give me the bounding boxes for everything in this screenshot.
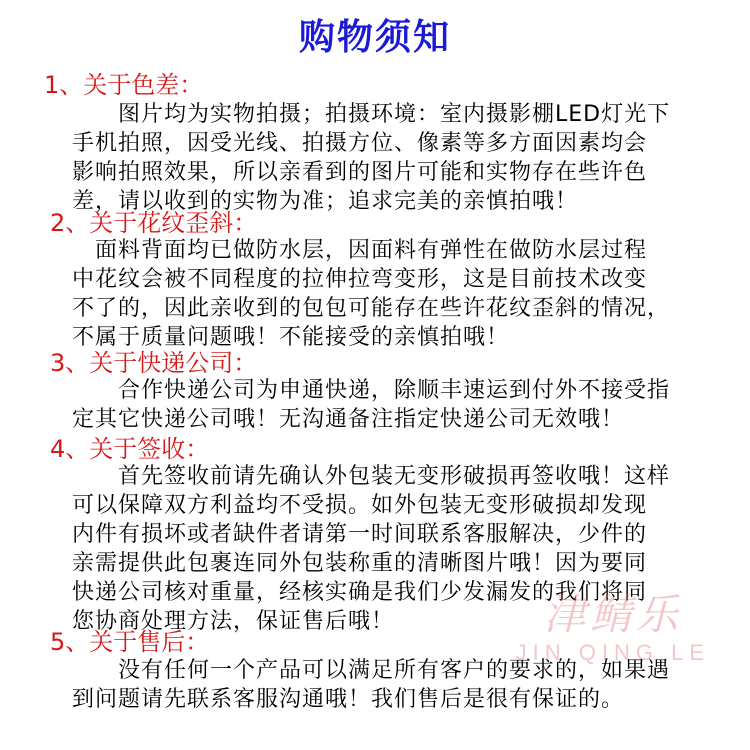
text-line: 图片均为实物拍摄；拍摄环境：室内摄影棚LED灯光下 xyxy=(72,102,671,127)
section-body-pattern-skew xyxy=(72,236,712,352)
page-title: 购物须知 xyxy=(298,17,451,58)
watermark-chinese: 津鲭乐 xyxy=(543,590,682,639)
text-line: 没有任何一个产品可以满足所有客户的要求的，如果遇 xyxy=(72,658,671,683)
section-heading-color-difference: 1、关于色差： xyxy=(44,71,204,99)
section-heading-signing: 4、关于签收： xyxy=(50,435,210,463)
text-line: 中花纹会被不同程度的拉伸拉弯变形，这是目前技术改变 xyxy=(72,267,648,292)
section-body-courier xyxy=(72,376,712,434)
section-heading-pattern-skew: 2、关于花纹歪斜： xyxy=(50,209,258,237)
text-line: 不了的，因此亲收到的包包可能存在些许花纹歪斜的情况， xyxy=(72,296,671,321)
text-line: 快递公司核对重量，经核实确是我们少发漏发的我们将同 xyxy=(72,580,648,605)
section-body-signing xyxy=(72,462,712,636)
text-line: 影响拍照效果，所以亲看到的图片可能和实物存在些许色 xyxy=(72,160,648,185)
text-line: 差，请以收到的实物为准；追求完美的亲慎拍哦！ xyxy=(72,189,579,214)
text-line: 到问题请先联系客服沟通哦！我们售后是很有保证的。 xyxy=(72,687,625,712)
section-body-color-difference xyxy=(72,100,712,216)
text-line: 不属于质量问题哦！不能接受的亲慎拍哦！ xyxy=(72,325,510,350)
text-line: 内件有损坏或者缺件者请第一时间联系客服解决，少件的 xyxy=(72,522,648,547)
section-heading-after-sales: 5、关于售后： xyxy=(50,628,210,656)
section-body-after-sales xyxy=(72,656,712,714)
watermark-english: JIN QING LE xyxy=(515,640,710,665)
text-line: 合作快递公司为申通快递，除顺丰速运到付外不接受指 xyxy=(72,378,671,403)
text-line: 定其它快递公司哦！无沟通备注指定快递公司无效哦！ xyxy=(72,407,625,432)
text-line: 可以保障双方利益均不受损。如外包装无变形破损却发现 xyxy=(72,493,648,518)
text-line: 面料背面均已做防水层，因面料有弹性在做防水层过程 xyxy=(72,238,648,263)
text-line: 您协商处理方法，保证售后哦！ xyxy=(72,609,395,634)
text-line: 亲需提供此包裹连同外包装称重的清晰图片哦！因为要同 xyxy=(72,551,648,576)
text-line: 手机拍照，因受光线、拍摄方位、像素等多方面因素均会 xyxy=(72,131,648,156)
section-heading-courier: 3、关于快递公司： xyxy=(50,349,258,377)
text-line: 首先签收前请先确认外包装无变形破损再签收哦！这样 xyxy=(72,464,671,489)
